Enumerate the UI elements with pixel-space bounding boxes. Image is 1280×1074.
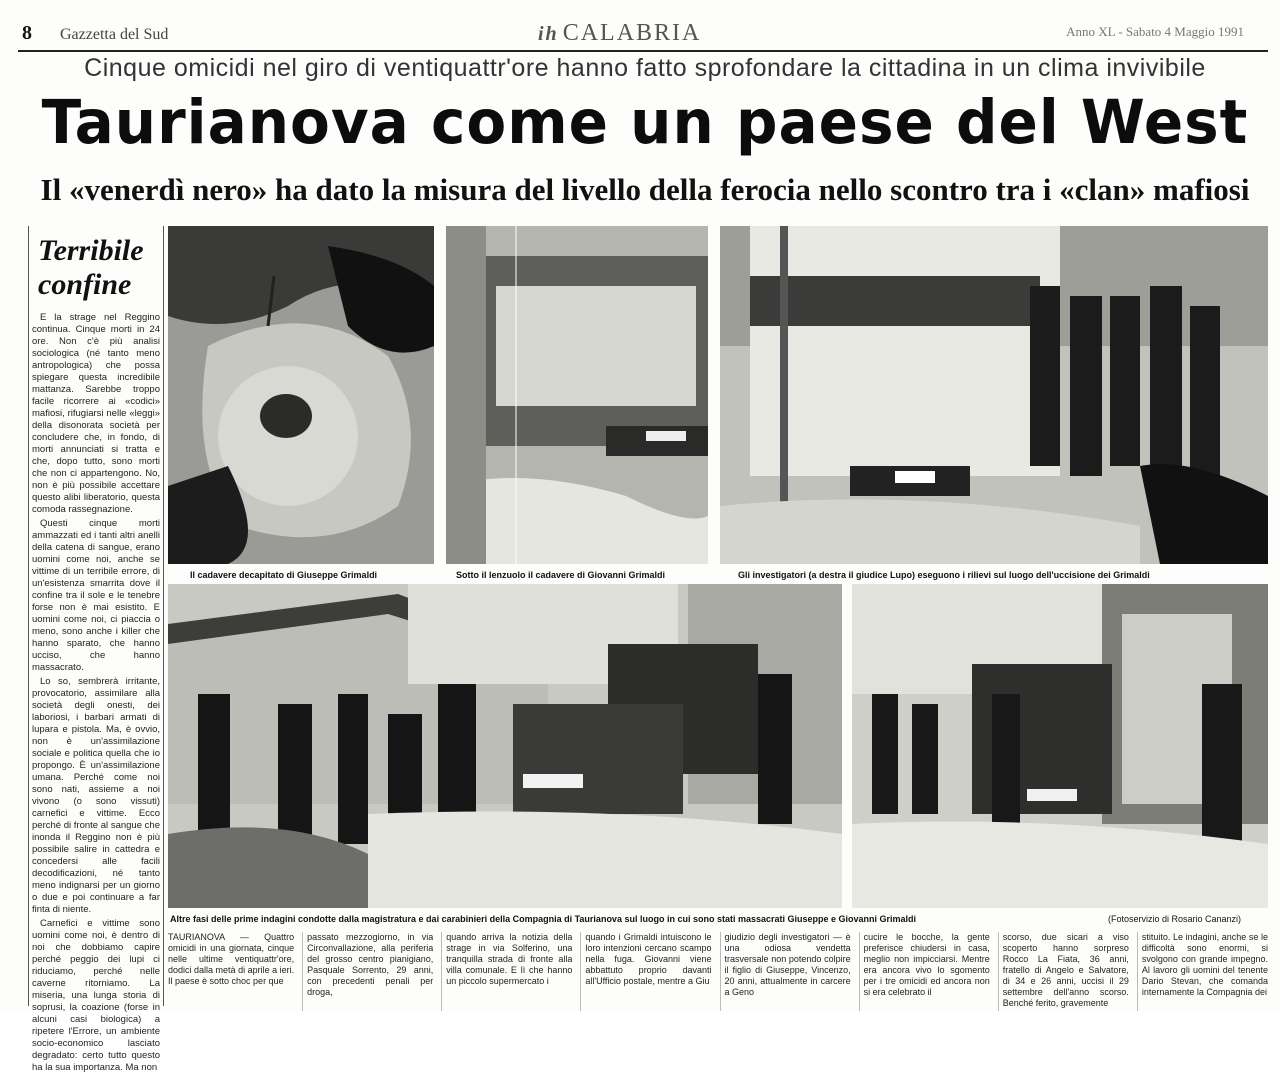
- photo3-caption: Gli investigatori (a destra il giudice Lupo) eseguono i rilievi sul luogo dell'uccisione dei Grimaldi: [738, 570, 1150, 580]
- section-mark: ih: [538, 23, 559, 45]
- photo-street-crowd-image: [168, 584, 842, 908]
- photo1-caption: Il cadavere decapitato di Giuseppe Grimaldi: [190, 570, 378, 580]
- section-name: CALABRIA: [562, 20, 702, 46]
- photo2-caption: Sotto il lenzuolo il cadavere di Giovanni Grimaldi: [456, 570, 666, 580]
- article-column: quando i Grimaldi intuiscono le loro intenzioni cercano scampo nella fuga. Giovanni viene abbattuto proprio davanti all'Ufficio postale, mentre a Giu: [580, 932, 711, 1011]
- article-column: passato mezzogiorno, in via Circonvallazione, alla periferia del grosso centro pianigiano, Pasquale Sorrento, 29 anni, con precedenti penali per droga,: [302, 932, 433, 1011]
- photo-body-under-sheet-image: [446, 226, 708, 564]
- article-column: quando arriva la notizia della strage in via Solferino, una tranquilla strada di fronte alla villa comunale. E lì che hanno un piccolo supermercato i: [441, 932, 572, 1011]
- kicker: Cinque omicidi nel giro di ventiquattr'ore hanno fatto sprofondare la cittadina in un clima invivibile: [84, 54, 1206, 82]
- photo-investigators: [720, 226, 1268, 564]
- article-column: giudizio degli investigatori — è una odiosa vendetta trasversale non potendo colpire il figlio di Giuseppe, Vincenzo, 20 anni, attualmente in carcere a Geno: [720, 932, 851, 1011]
- paper-name: Gazzetta del Sud: [60, 26, 169, 43]
- photo-street-crowd: [168, 584, 842, 908]
- subheadline: Il «venerdì nero» ha dato la misura del livello della ferocia nello scontro tra i «clan» mafiosi: [40, 172, 1250, 207]
- article-column: stituito. Le indagini, anche se le difficoltà sono enormi, si svolgono con grande impegno. Al lavoro gli uomini del tenente Dario Stevan, che comanda internamente la Compagnia dei: [1137, 932, 1268, 1011]
- sidebar-title: Terribile confine: [38, 234, 144, 301]
- article-column: cucire le bocche, la gente preferisce chiudersi in casa, meglio non impicciarsi. Mentre era ancora vivo lo sgomento per i tre omicidi ed ancora non si era celebrato il: [859, 932, 990, 1011]
- masthead: [18, 20, 1268, 52]
- issue-date: Anno XL - Sabato 4 Maggio 1991: [1066, 24, 1244, 39]
- article-column: TAURIANOVA — Quattro omicidi in una giornata, cinque nelle ultime ventiquattr'ore, dodici dalla metà di aprile a ieri. Il paese è sotto choc per que: [168, 932, 295, 986]
- photo-body-under-sheet: [446, 226, 708, 564]
- photo-body-decapitated-image: [168, 226, 434, 564]
- photo-street-truck: [852, 584, 1268, 908]
- article-body: [168, 932, 1268, 1011]
- sidebar-paragraph: Carnefici e vittime sono uomini come noi, è dentro di noi che dobbiamo capire perché peggio dei lupi ci riduciamo, perché nelle caverne ritorniamo. La miseria, una lunga storia di soprusi, la coazione (forse in alcuni casi biologica) a ripetere l'Errore, un ambiente socio-economico lasciato degradato: certo tutto questo ha la sua importanza. Ma non: [32, 918, 160, 1073]
- section-logo: [538, 20, 701, 47]
- sidebar-paragraph: Questi cinque morti ammazzati ed i tanti altri anelli della catena di sangue, erano uomini come noi, anche se vittime di un terribile errore, di un'esistenza smarrita dove il confine tra il sole e le tenebre forse non è mai esistito. E uomini come noi, ci piaccia o meno, sono anche i killer che hanno sparato, che hanno ucciso, che hanno massacrato.: [32, 518, 160, 673]
- photo-body-decapitated: [168, 226, 434, 564]
- photo-investigators-image: [720, 226, 1268, 564]
- sidebar-paragraph: Lo so, sembrerà irritante, provocatorio, assimilare alla società degli onesti, dei laboriosi, i barbari armati di lupara e pistola. Ma, è ovvio, non è un'assimilazione sociale e politica quella che io propongo. È un'assimilazione umana. Perché come noi sono nati, assieme a noi vivono (o sono vissuti) carnefici e vittime. Ecco perché di fronte al sangue che inonda il Reggino non è più possibile salire in cattedra e concedersi alle facili decodificazioni, né tanto meno indignarsi per un giorno o due e poi continuare a far finta di niente.: [32, 676, 160, 915]
- photo-street-truck-image: [852, 584, 1268, 908]
- sidebar-column: [28, 226, 164, 1073]
- headline: Taurianova come un paese del West: [41, 86, 1249, 158]
- page-number: 8: [22, 22, 32, 44]
- sidebar-body: [32, 312, 160, 1074]
- article-column: scorso, due sicari a viso scoperto hanno sorpreso Rocco La Fiata, 36 anni, fratello di Angelo e Salvatore, di 34 e 26 anni, uccisi il 29 settembre dell'anno scorso. Benché ferito, gravemente: [998, 932, 1129, 1011]
- photo-credit: (Fotoservizio di Rosario Cananzi): [1108, 914, 1242, 924]
- sidebar-paragraph: E la strage nel Reggino continua. Cinque morti in 24 ore. Non c'è più analisi sociologica (né tanto meno antropologica) che possa spiegare questa incredibile mattanza. Sarebbe troppo facile ricorrere ai «codici» mafiosi, rifugiarsi nelle «leggi» della disonorata società per concludere che, in fondo, di morti annunciati si tratta e che, dopo tutto, sono morti che non ci appartengono. No, non è più possibile accettare questo alibi liberatorio, questa comoda rassegnazione.: [32, 312, 160, 515]
- bottom-caption: Altre fasi delle prime indagini condotte dalla magistratura e dai carabinieri della Compagnia di Taurianova sul luogo in cui sono stati massacrati Giuseppe e Giovanni Grimaldi: [170, 914, 917, 924]
